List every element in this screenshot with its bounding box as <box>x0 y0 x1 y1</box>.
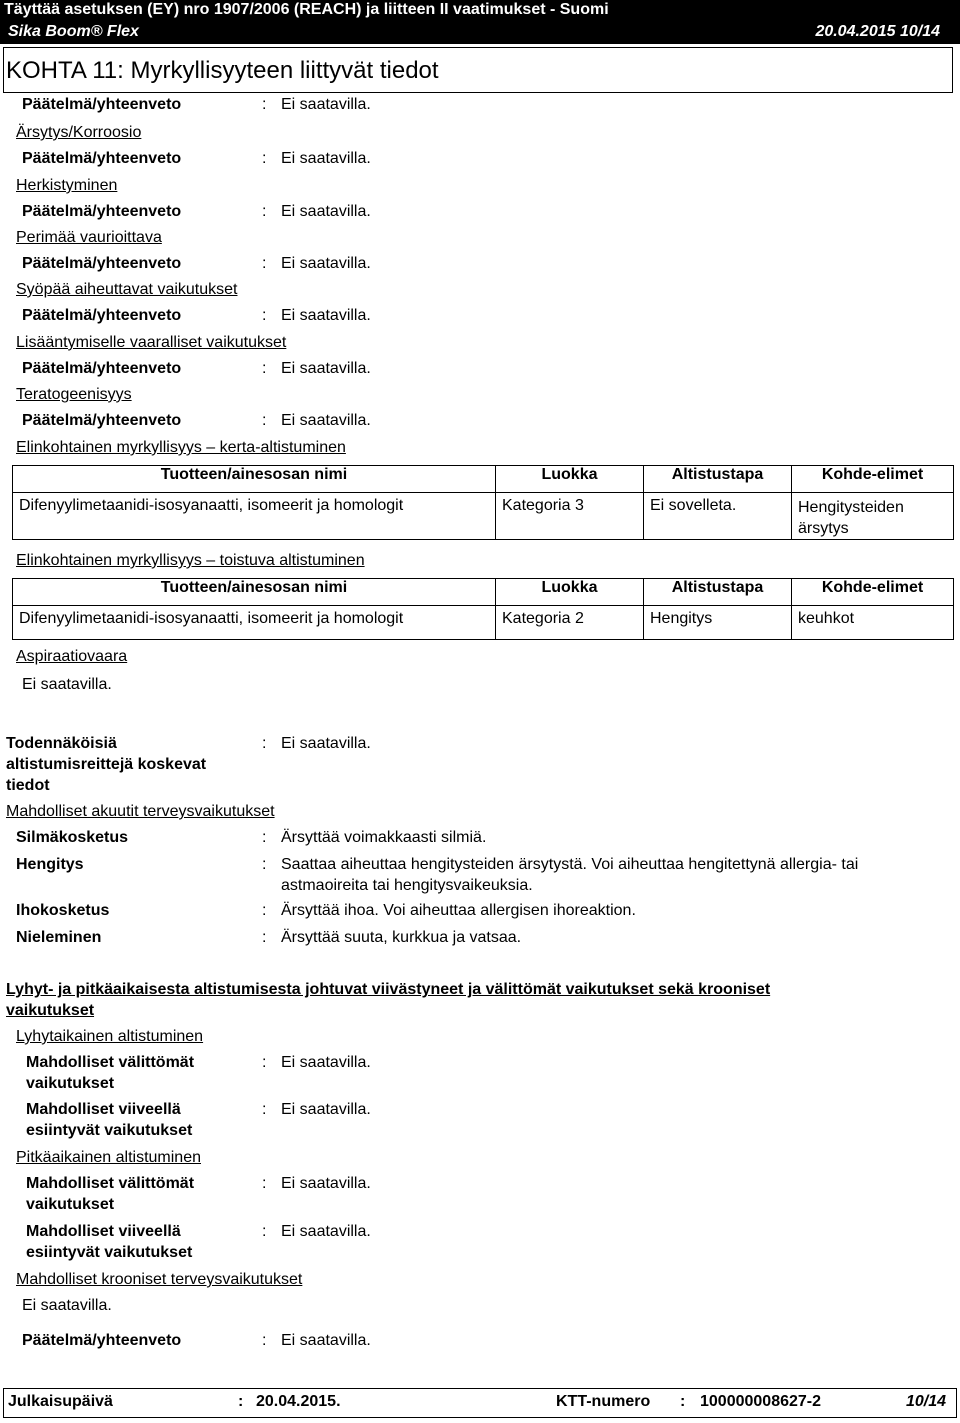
conclusion-label: Päätelmä/yhteenveto <box>22 203 182 220</box>
delayed-heading: vaikutukset <box>6 1002 95 1019</box>
publication-date: 20.04.2015. <box>256 1393 341 1410</box>
stot-repeated-table <box>12 578 954 640</box>
colon: : <box>262 96 267 113</box>
table-header-row <box>13 466 954 493</box>
conclusion-value: Ei saatavilla. <box>281 96 371 113</box>
conclusion-value: Ei saatavilla. <box>281 150 371 167</box>
col-name: Tuotteen/ainesosan nimi <box>13 466 496 493</box>
cell-name: Difenyylimetaanidi-isosyanaatti, isomeerit ja homologit <box>13 493 496 540</box>
product-name: Sika Boom® Flex <box>8 23 139 40</box>
colon: : <box>262 307 267 324</box>
col-route: Altistustapa <box>644 579 792 606</box>
acute-heading: Mahdolliset akuutit terveysvaikutukset <box>6 803 275 820</box>
colon: : <box>262 150 267 167</box>
colon: : <box>262 735 267 752</box>
delayed-label: Mahdolliset viiveellä <box>26 1101 181 1118</box>
immediate-label: vaikutukset <box>26 1075 115 1092</box>
colon: : <box>238 1393 244 1410</box>
heading-reproductive: Lisääntymiselle vaaralliset vaikutukset <box>16 334 287 351</box>
colon: : <box>262 360 267 377</box>
conclusion-label: Päätelmä/yhteenveto <box>22 255 182 272</box>
heading-stot-repeated: Elinkohtainen myrkyllisyys – toistuva altistuminen <box>16 552 365 569</box>
table-header-row <box>13 579 954 606</box>
conclusion-label: Päätelmä/yhteenveto <box>22 307 182 324</box>
immediate-label: vaikutukset <box>26 1196 115 1213</box>
colon: : <box>262 1223 267 1240</box>
conclusion-label: Päätelmä/yhteenveto <box>22 412 182 429</box>
date-page: 20.04.2015 10/14 <box>815 23 940 40</box>
colon: : <box>262 1175 267 1192</box>
colon: : <box>262 203 267 220</box>
immediate-value: Ei saatavilla. <box>281 1054 371 1071</box>
colon: : <box>262 1054 267 1071</box>
col-category: Luokka <box>496 466 644 493</box>
inhalation-label: Hengitys <box>16 856 84 873</box>
delayed-heading: Lyhyt- ja pitkäaikaisesta altistumisesta johtuvat viivästyneet ja välittömät vaikutukset sekä krooniset <box>6 981 771 998</box>
cell-category: Kategoria 3 <box>496 493 644 540</box>
heading-aspiration: Aspiraatiovaara <box>16 648 128 665</box>
ingestion-label: Nieleminen <box>16 929 102 946</box>
short-term-heading: Lyhytaikainen altistuminen <box>16 1028 204 1045</box>
ktt-label: KTT-numero <box>556 1393 651 1410</box>
product-bar <box>0 20 960 44</box>
immediate-label: Mahdolliset välittömät <box>26 1054 195 1071</box>
colon: : <box>680 1393 686 1410</box>
chronic-heading: Mahdolliset krooniset terveysvaikutukset <box>16 1271 303 1288</box>
section-title: KOHTA 11: Myrkyllisyyteen liittyvät tiedot <box>6 57 439 84</box>
cell-route: Ei sovelleta. <box>644 493 792 540</box>
table-row <box>13 493 954 540</box>
routes-label: Todennäköisiä <box>6 735 117 752</box>
colon: : <box>262 412 267 429</box>
page-number: 10/14 <box>906 1393 947 1410</box>
delayed-label: esiintyvät vaikutukset <box>26 1122 193 1139</box>
chronic-value: Ei saatavilla. <box>22 1297 112 1314</box>
cell-organs: keuhkot <box>792 606 954 640</box>
publication-label: Julkaisupäivä <box>8 1393 113 1410</box>
conclusion-label: Päätelmä/yhteenveto <box>22 1332 182 1349</box>
conclusion-value: Ei saatavilla. <box>281 412 371 429</box>
conclusion-value: Ei saatavilla. <box>281 255 371 272</box>
delayed-value: Ei saatavilla. <box>281 1101 371 1118</box>
col-organs: Kohde-elimet <box>792 466 954 493</box>
heading-teratogenic: Teratogeenisyys <box>16 386 132 403</box>
header-title: Täyttää asetuksen (EY) nro 1907/2006 (REACH) ja liitteen II vaatimukset - Suomi <box>4 1 609 18</box>
cell-name: Difenyylimetaanidi-isosyanaatti, isomeerit ja homologit <box>13 606 496 640</box>
ktt-number: 100000008627-2 <box>700 1393 822 1410</box>
cell-organs <box>792 493 954 540</box>
heading-mutagenic: Perimää vaurioittava <box>16 229 162 246</box>
conclusion-value: Ei saatavilla. <box>281 360 371 377</box>
routes-label: altistumisreittejä koskevat <box>6 756 207 773</box>
colon: : <box>262 856 267 873</box>
conclusion-value: Ei saatavilla. <box>281 307 371 324</box>
conclusion-label: Päätelmä/yhteenveto <box>22 150 182 167</box>
delayed-label: Mahdolliset viiveellä <box>26 1223 181 1240</box>
ingestion-value: Ärsyttää suuta, kurkkua ja vatsaa. <box>281 929 522 946</box>
document-header <box>0 0 960 20</box>
inhalation-value: Saattaa aiheuttaa hengitysteiden ärsytystä. Voi aiheuttaa hengitettynä allergia- tai <box>281 856 859 873</box>
long-term-heading: Pitkäaikainen altistuminen <box>16 1149 201 1166</box>
skin-label: Ihokosketus <box>16 902 110 919</box>
col-organs: Kohde-elimet <box>792 579 954 606</box>
stot-single-table <box>12 465 954 540</box>
col-category: Luokka <box>496 579 644 606</box>
immediate-label: Mahdolliset välittömät <box>26 1175 195 1192</box>
eye-value: Ärsyttää voimakkaasti silmiä. <box>281 829 487 846</box>
colon: : <box>262 829 267 846</box>
heading-irritation: Ärsytys/Korroosio <box>16 124 142 141</box>
routes-value: Ei saatavilla. <box>281 735 371 752</box>
skin-value: Ärsyttää ihoa. Voi aiheuttaa allergisen ihoreaktion. <box>281 902 636 919</box>
organs-line: ärsytys <box>798 520 849 537</box>
routes-label: tiedot <box>6 777 50 794</box>
heading-carcinogenic: Syöpää aiheuttavat vaikutukset <box>16 281 238 298</box>
cell-route: Hengitys <box>644 606 792 640</box>
inhalation-value: astmaoireita tai hengitysvaikeuksia. <box>281 877 533 894</box>
cell-category: Kategoria 2 <box>496 606 644 640</box>
colon: : <box>262 1101 267 1118</box>
heading-stot-single: Elinkohtainen myrkyllisyys – kerta-altistuminen <box>16 439 346 456</box>
table-row <box>13 606 954 640</box>
colon: : <box>262 929 267 946</box>
delayed-value: Ei saatavilla. <box>281 1223 371 1240</box>
conclusion-label: Päätelmä/yhteenveto <box>22 360 182 377</box>
eye-label: Silmäkosketus <box>16 829 129 846</box>
organs-line: Hengitysteiden <box>798 499 904 516</box>
colon: : <box>262 255 267 272</box>
conclusion-value: Ei saatavilla. <box>281 1332 371 1349</box>
immediate-value: Ei saatavilla. <box>281 1175 371 1192</box>
col-name: Tuotteen/ainesosan nimi <box>13 579 496 606</box>
aspiration-value: Ei saatavilla. <box>22 676 112 693</box>
colon: : <box>262 902 267 919</box>
conclusion-value: Ei saatavilla. <box>281 203 371 220</box>
heading-sensitisation: Herkistyminen <box>16 177 118 194</box>
delayed-label: esiintyvät vaikutukset <box>26 1244 193 1261</box>
col-route: Altistustapa <box>644 466 792 493</box>
conclusion-label: Päätelmä/yhteenveto <box>22 96 182 113</box>
colon: : <box>262 1332 267 1349</box>
